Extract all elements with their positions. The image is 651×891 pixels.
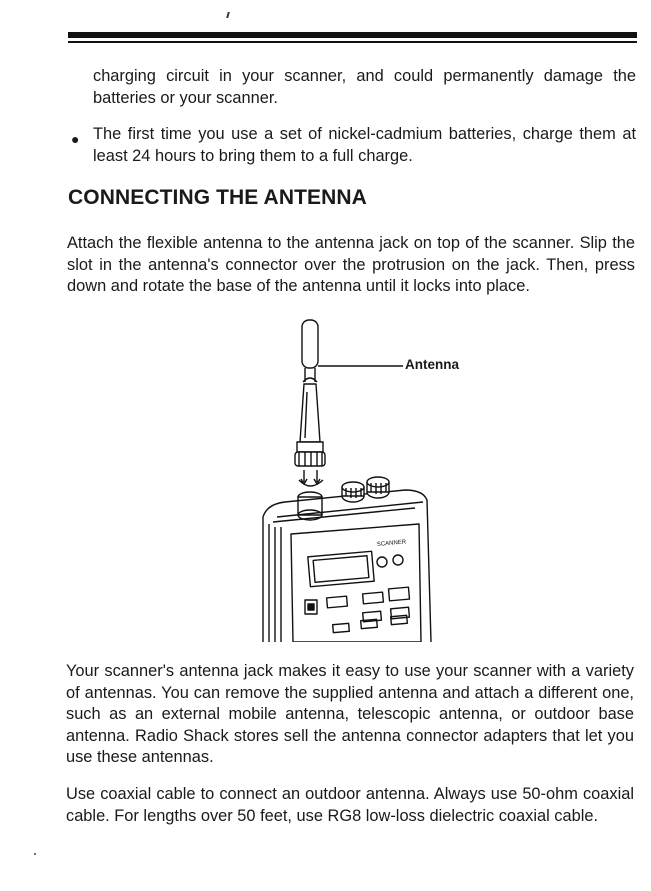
antenna-jack-paragraph: Your scanner's antenna jack makes it easy to use your scanner with a variety of antennas. You can remove the supplied antenna and attach a different one, such as an external mobile antenna, telescopic antenna, or outdoor base antenna. Radio Shack stores sell the antenna connector adapters that let you use these antennas. — [66, 662, 634, 766]
antenna-connector — [297, 442, 323, 452]
attach-antenna-paragraph: Attach the flexible antenna to the antenna jack on top of the scanner. Slip the slot in the antenna's connector over the protrusion on the jack. Then, press down and rotate the base of the antenna until it locks into place. — [67, 234, 635, 295]
header-rule-thick — [68, 32, 637, 38]
bullet-marker: ● — [71, 131, 80, 147]
antenna-tip — [302, 320, 318, 368]
antenna-shaft-upper — [305, 368, 315, 382]
stray-mark — [226, 12, 230, 18]
header-rule-thin — [68, 41, 637, 43]
antenna-callout-label: Antenna — [405, 357, 459, 372]
scanner-antenna-illustration — [255, 312, 495, 642]
scanner-brand-label: SCANNER — [376, 539, 407, 548]
coaxial-cable-paragraph: Use coaxial cable to connect an outdoor antenna. Always use 50-ohm coaxial cable. For lengths over 50 feet, use RG8 low-loss dielectric coaxial cable. — [66, 785, 634, 825]
bullet-paragraph: The first time you use a set of nickel-cadmium batteries, charge them at least 24 hours to bring them to a full charge. — [93, 125, 636, 165]
section-heading: CONNECTING THE ANTENNA — [68, 186, 367, 209]
stray-dot — [34, 853, 36, 855]
antenna-shaft-lower — [300, 384, 320, 442]
continuation-paragraph: charging circuit in your scanner, and could permanently damage the batteries or your scanner. — [93, 67, 636, 107]
